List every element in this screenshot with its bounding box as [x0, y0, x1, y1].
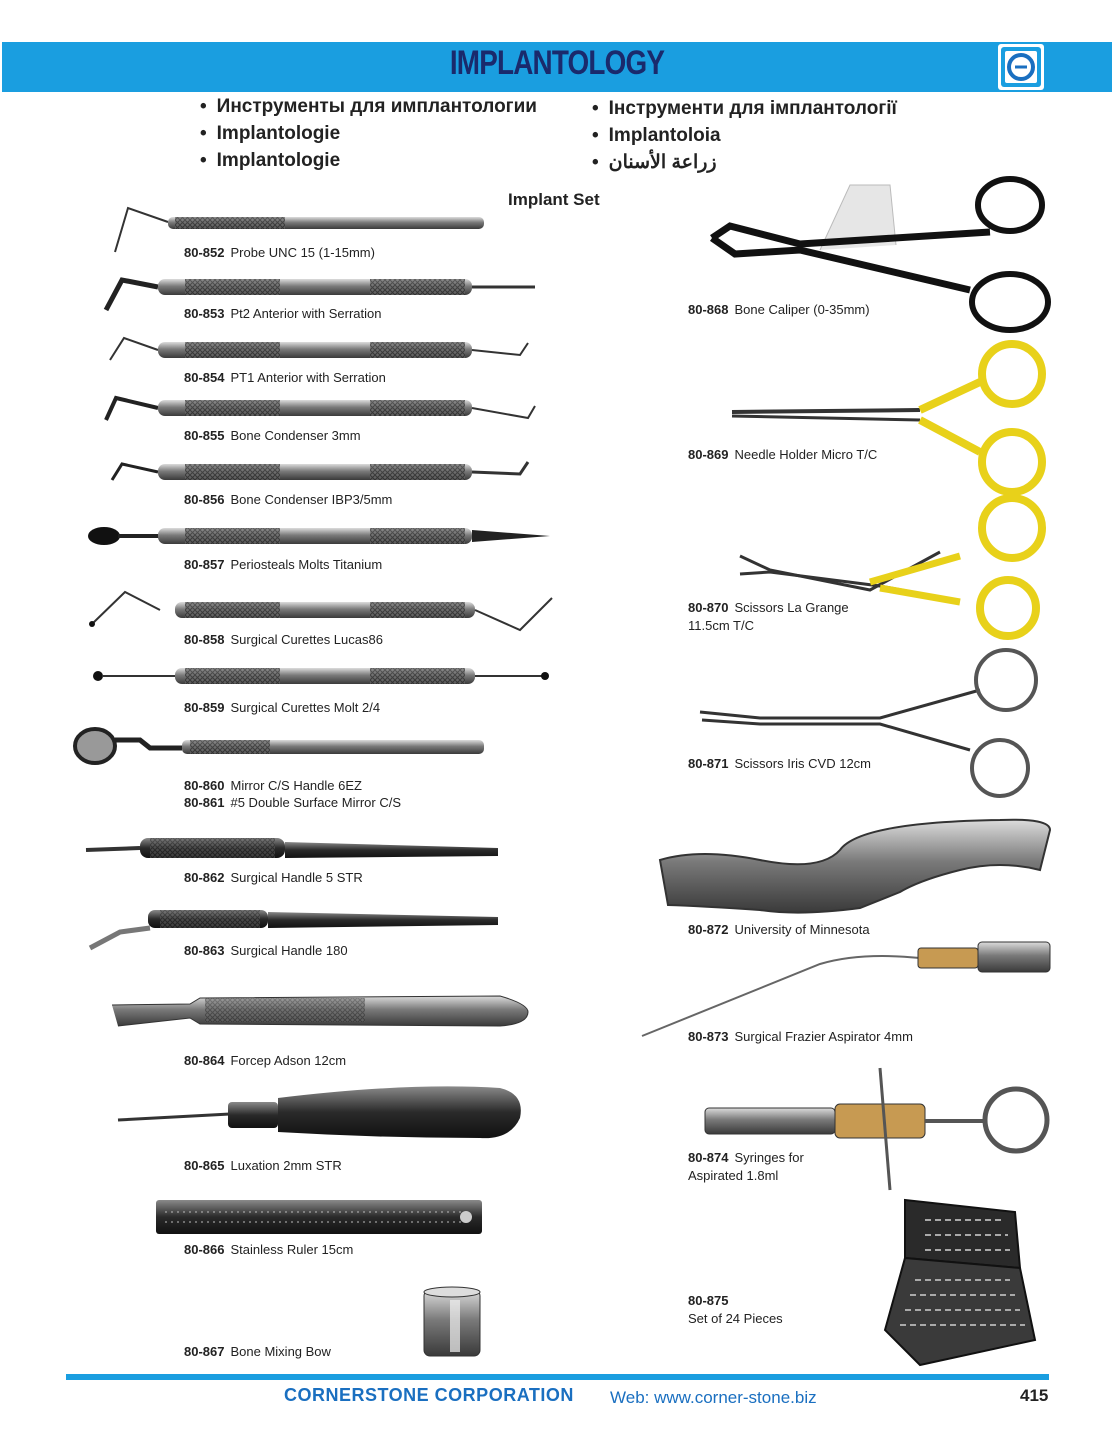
item-80-863: 80-863 Surgical Handle 180 [184, 943, 348, 958]
item-80-869: 80-869 Needle Holder Micro T/C [688, 447, 878, 462]
item-80-872: 80-872 University of Minnesota [688, 922, 870, 937]
condenser-icon [106, 398, 535, 420]
item-80-870: 80-870 Scissors La Grange 11.5cm T/C [688, 600, 849, 633]
curette-icon [89, 592, 552, 630]
scissors-icon [700, 650, 1036, 796]
set-title: Implant Set [508, 190, 600, 209]
item-80-866: 80-866 Stainless Ruler 15cm [184, 1242, 354, 1257]
aspirator-icon [642, 942, 1050, 1036]
item-80-873: 80-873 Surgical Frazier Aspirator 4mm [688, 1029, 913, 1044]
item-80-853: 80-853 Pt2 Anterior with Serration [184, 306, 382, 321]
mirror-icon [75, 729, 484, 763]
item-80-856: 80-856 Bone Condenser IBP3/5mm [184, 492, 393, 507]
item-80-858: 80-858 Surgical Curettes Lucas86 [184, 632, 383, 647]
luxator-icon [118, 1086, 521, 1138]
item-80-864: 80-864 Forcep Adson 12cm [184, 1053, 347, 1068]
item-80-857: 80-857 Periosteals Molts Titanium [184, 557, 383, 572]
bullet-russian: • Инструменты для имплантологии [200, 93, 537, 120]
item-80-854: 80-854 PT1 Anterior with Serration [184, 370, 386, 385]
curette-icon [93, 668, 549, 684]
scaler-icon [110, 338, 528, 360]
page-number: 415 [1020, 1386, 1049, 1405]
item-80-861: 80-861 #5 Double Surface Mirror C/S [184, 795, 401, 810]
scalpel-handle-icon [86, 838, 498, 858]
page-title: IMPLANTOLOGY [449, 44, 665, 82]
footer-divider [66, 1374, 1049, 1380]
footer-web-link[interactable]: Web: www.corner-stone.biz [610, 1388, 817, 1407]
bullet-ukrainian: • Інструменти для імплантології [592, 95, 897, 122]
condenser-icon [112, 462, 528, 480]
bullet-french: • Implantologie [200, 147, 537, 174]
item-80-871: 80-871 Scissors Iris CVD 12cm [688, 756, 872, 771]
item-80-855: 80-855 Bone Condenser 3mm [184, 428, 361, 443]
needle-holder-icon [732, 344, 1042, 492]
item-80-859: 80-859 Surgical Curettes Molt 2/4 [184, 700, 381, 715]
bullet-german: • Implantologie [200, 120, 537, 147]
bullet-italian: • Implantoloia [592, 122, 897, 149]
bowl-icon [424, 1287, 480, 1356]
footer-company: CORNERSTONE CORPORATION [284, 1385, 574, 1405]
item-80-868: 80-868 Bone Caliper (0-35mm) [688, 302, 870, 317]
item-80-862: 80-862 Surgical Handle 5 STR [184, 870, 363, 885]
periosteal-icon [88, 527, 550, 545]
item-80-852: 80-852 Probe UNC 15 (1-15mm) [184, 245, 375, 260]
item-80-860: 80-860 Mirror C/S Handle 6EZ [184, 778, 362, 793]
retractor-icon [660, 820, 1050, 913]
item-80-875: 80-875 Set of 24 Pieces [688, 1293, 783, 1326]
cassette-icon [885, 1200, 1035, 1365]
bullet-arabic: • زراعة الأسنان [592, 149, 897, 176]
item-80-865: 80-865 Luxation 2mm STR [184, 1158, 342, 1173]
forceps-icon [112, 996, 528, 1026]
item-80-867: 80-867 Bone Mixing Bow [184, 1344, 331, 1359]
ruler-icon [156, 1200, 482, 1234]
item-80-874: 80-874 Syringes for Aspirated 1.8ml [688, 1150, 804, 1183]
